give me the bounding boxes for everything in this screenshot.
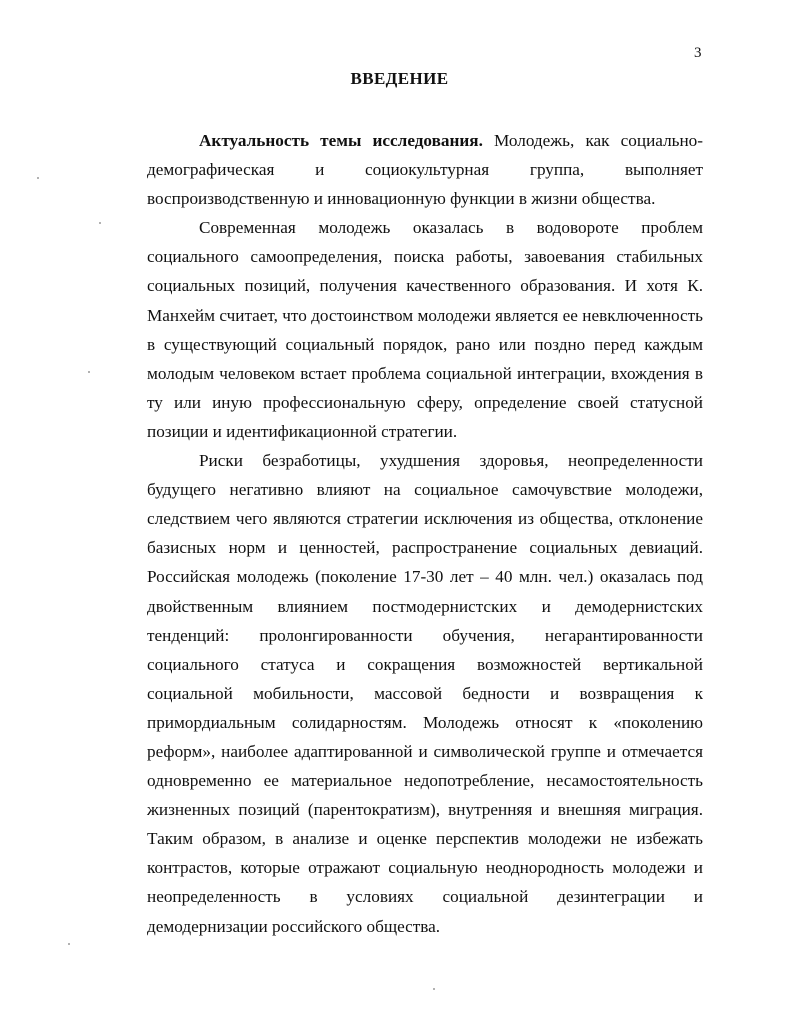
scan-speck xyxy=(99,222,101,224)
paragraph-relevance xyxy=(147,126,703,213)
paragraph-text: Молодежь, как социально-демографическая и социокультурная группа, выполняет воспроизводственную и инновационную функции в жизни общества. xyxy=(147,131,704,209)
paragraph-risks: Риски безработицы, ухудшения здоровья, неопределенности будущего негативно влияют на социальное самочувствие молодежи, следствием чего являются стратегии исключения из общества, отклонение базисных норм и ценностей, распространение социальных девиаций. Российская молодежь (поколение 17-30 лет – 40 млн. чел.) оказалась под двойственным влиянием постмодернистских и демодернистских тенденций: пролонгированности обучения, негарантированности социального статуса и сокращения возможностей вертикальной социальной мобильности, массовой бедности и возвращения к примордиальным солидарностям. Молодежь относят к «поколению реформ», наиболее адаптированной и символической группе и отмечается одновременно ее материальное недопотребление, несамостоятельность жизненных позиций (парентократизм), внутренняя и внешняя миграция. Таким образом, в анализе и оценке перспектив молодежи не избежать контрастов, которые отражают социальную неоднородность молодежи и неопределенность в условиях социальной дезинтеграции и демодернизации российского общества. xyxy=(147,451,703,936)
scan-speck xyxy=(68,943,70,945)
page-title: ВВЕДЕНИЕ xyxy=(350,69,449,88)
scan-speck xyxy=(88,371,90,373)
body-text xyxy=(147,126,703,941)
paragraph-lead-heading: Актуальность темы исследования. xyxy=(199,131,483,150)
page-number: 3 xyxy=(694,45,702,61)
scan-speck xyxy=(37,177,39,179)
scan-speck xyxy=(433,988,435,990)
paragraph-modern-youth: Современная молодежь оказалась в водовороте проблем социального самоопределения, поиска работы, завоевания стабильных социальных позиций, получения качественного образования. И хотя К. Манхейм считает, что достоинством молодежи является ее невключенность в существующий социальный порядок, рано или поздно перед каждым молодым человеком встает проблема социальной интеграции, вхождения в ту или иную профессиональную сферу, определение своей статусной позиции и идентификационной стратегии. xyxy=(147,218,703,441)
